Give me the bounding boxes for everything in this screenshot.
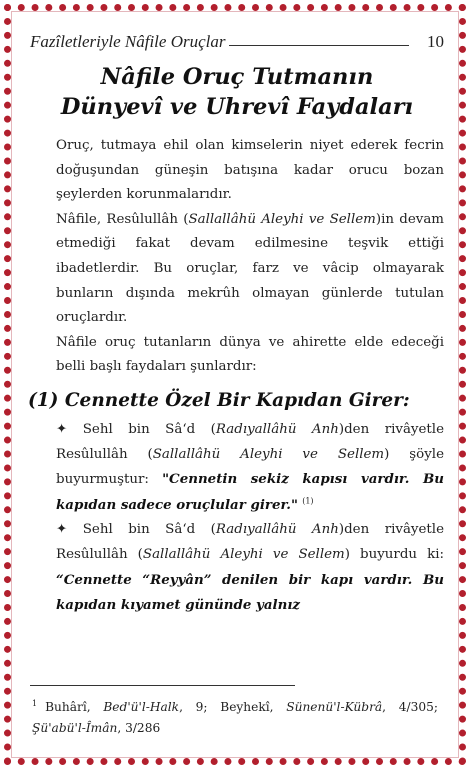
page-content xyxy=(30,24,444,619)
footnote-rule xyxy=(30,685,295,686)
hadith-quote: “Cennette “Reyyân” denilen bir kapı vardır. Bu kapıdan kıyamet gününde yalnız xyxy=(56,571,444,614)
hadith-2: ✦ Sehl bin Sâ‘d (Radıyallâhü Anh)den rivâyetle Resûlullâh (Sallallâhü Aleyhi ve Sellem) buyurdu ki: “Cennette “Reyyân” denilen bir kapı vardır. Bu kapıdan kıyamet gününde yalnız xyxy=(56,522,444,614)
footnote: $^1$ Buhârî, Bed'ü'l-Halk, 9; Beyhekî, Sünenü'l-Kübrâ, 4/305; Şü'abü'l-Îmân, 3/286 xyxy=(32,699,438,736)
paragraph-definition: Oruç, tutmaya ehil olan kimselerin niyet ederek fecrin doğuşundan güneşin batışına kadar orucu bozan şeylerden korunmalarıdır. xyxy=(56,138,444,203)
running-title: Fazîletleriyle Nâfile Oruçlar xyxy=(30,32,226,51)
hadith-1: ✦ Sehl bin Sâ‘d (Radıyallâhü Anh)den rivâyetle Resûlullâh (Sallallâhü Aleyhi ve Sellem) şöyle buyurmuştur: "Cennetin sekiz kapısı vardır. Bu kapıdan sadece oruçlular girer." $^{(1)}$ xyxy=(56,421,445,513)
page-number: 10 xyxy=(427,32,444,51)
paragraph-benefits-intro: Nâfile oruç tutanların dünya ve ahirette elde edeceği belli başlı faydaları şunlardır: xyxy=(56,334,444,375)
star-icon: ✦ xyxy=(56,522,68,538)
section-heading: (1) Cennette Özel Bir Kapıdan Girer: xyxy=(28,389,410,411)
hadith-quote: "Cennetin sekiz kapısı vardır. Bu kapıdan sadece oruçlular girer." xyxy=(56,471,445,513)
body-text xyxy=(30,134,444,619)
paragraph-nafile: Nâfile, Resûlullâh (Sallallâhü Aleyhi ve Sellem)in devam etmediği fakat devam edilmesine teşvik ettiği ibadetlerdir. Bu oruçlar, farz ve vâcip olmayarak bunların dışında mekrûh olmayan günlerde tutulan oruçlardır. xyxy=(56,211,444,326)
chapter-title-line-2: Dünyevî ve Uhrevî Faydaları xyxy=(60,94,414,120)
chapter-title-line-1: Nâfile Oruç Tutmanın xyxy=(100,64,374,90)
honorific: Sallallâhü Aleyhi ve Sellem xyxy=(188,211,376,227)
header-rule xyxy=(229,45,409,46)
footnote-number: 1 xyxy=(32,699,38,708)
chapter-title xyxy=(30,62,444,122)
star-icon: ✦ xyxy=(56,421,68,437)
running-header xyxy=(30,24,444,60)
footnote-ref: (1) xyxy=(302,496,314,506)
